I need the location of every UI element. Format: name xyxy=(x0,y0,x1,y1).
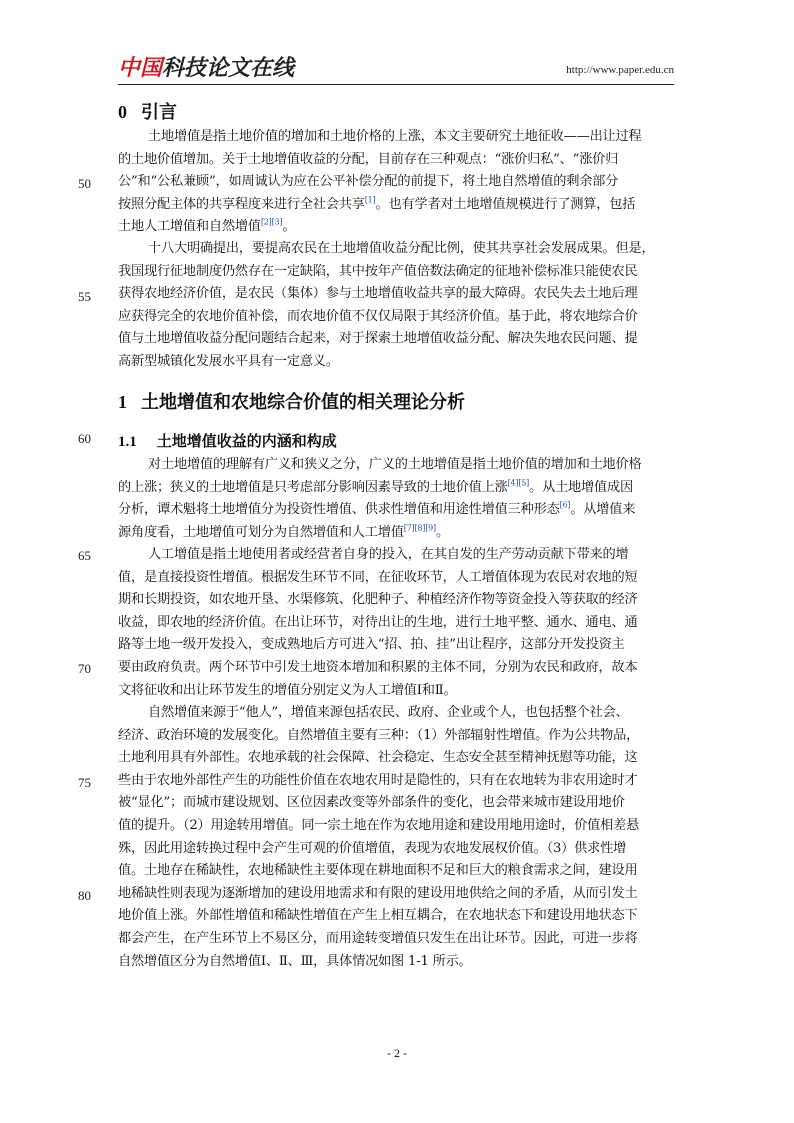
text-line: 路等土地一级开发投入，变成熟地后方可进入“招、拍、挂”出让程序，这部分开发投资主 xyxy=(118,637,625,653)
logo-red-text: 中国 xyxy=(118,56,163,81)
text-line: 期和长期投资，如农地开垦、水渠修筑、化肥种子、种植经济作物等资金投入等获取的经济 xyxy=(118,592,638,608)
citation-link[interactable]: [6] xyxy=(559,500,571,510)
header-rule xyxy=(118,84,674,85)
text-fragment: 的上涨；狭义的土地增值是只考虑部分影响因素导致的土地价值上涨 xyxy=(118,479,508,495)
section-heading-intro xyxy=(118,98,177,124)
line-number: 50 xyxy=(78,176,91,191)
text-line: 的土地价值增加。关于土地增值收益的分配，目前存在三种观点：“涨价归私”、“涨价归 xyxy=(118,151,619,167)
text-line: 对土地增值的理解有广义和狭义之分，广义的土地增值是指土地价值的增加和土地价格 xyxy=(148,457,642,472)
text-line: 自然增值区分为自然增值Ⅰ、Ⅱ、Ⅲ，具体情况如图 1-1 所示。 xyxy=(118,953,472,969)
paragraph xyxy=(118,702,674,973)
paragraph xyxy=(118,454,674,544)
text-line: 文将征收和出让环节发生的增值分别定义为人工增值Ⅰ和Ⅱ。 xyxy=(118,682,457,698)
text-line: 土地利用具有外部性。农地承载的社会保障、社会稳定、生态安全甚至精神抚慰等功能，这 xyxy=(118,750,638,766)
section-number: 1 xyxy=(118,392,127,412)
text-line: 些由于农地外部性产生的功能性价值在农地农用时是隐性的，只有在农地转为非农用途时才 xyxy=(118,772,638,788)
text-line xyxy=(118,194,674,217)
text-line xyxy=(118,216,674,239)
text-line: 我国现行征地制度仍然存在一定缺陷，其中按年产值倍数法确定的征地补偿标准只能使农民 xyxy=(118,263,638,279)
line-number: 70 xyxy=(78,661,91,676)
citation-link[interactable]: [4][5] xyxy=(507,478,530,488)
journal-logo xyxy=(118,56,294,82)
text-line: 被“显化”；而城市建设规划、区位因素改变等外部条件的变化，也会带来城市建设用地价 xyxy=(118,795,625,811)
text-line: 应获得完全的农地价值补偿，而农地价值不仅仅局限于其经济价值。基于此，将农地综合价 xyxy=(118,308,638,324)
line-number: 65 xyxy=(78,548,91,563)
line-number: 75 xyxy=(78,775,91,790)
text-line: 土地增值是指土地价值的增加和土地价格的上涨，本文主要研究土地征收——出让过程 xyxy=(148,129,642,144)
text-line: 高新型城镇化发展水平具有一定意义。 xyxy=(118,353,339,369)
citation-link[interactable]: [7][8][9] xyxy=(403,523,436,533)
text-fragment: 土地人工增值和自然增值 xyxy=(118,219,261,235)
text-line: 值与土地增值收益分配问题结合起来，对于探索土地增值收益分配、解决失地农民问题、提 xyxy=(118,331,638,347)
text-fragment: 。从增值来 xyxy=(570,502,636,518)
subsection-heading-1-1 xyxy=(118,430,337,451)
text-line: 地价值上涨。外部性增值和稀缺性增值在产生上相互耦合，在农地状态下和建设用地状态下 xyxy=(118,908,638,924)
paragraph xyxy=(118,544,674,702)
text-fragment: 源角度看，土地增值可划分为自然增值和人工增值 xyxy=(118,524,404,540)
subsection-number: 1.1 xyxy=(118,434,137,450)
text-line xyxy=(118,477,674,500)
text-fragment: 。 xyxy=(435,524,449,540)
text-line: 要由政府负责。两个环节中引发土地资本增加和积累的主体不同，分别为农民和政府，故本 xyxy=(118,659,638,675)
text-line: 值，是直接投资性增值。根据发生环节不同，在征收环节，人工增值体现为农民对农地的短 xyxy=(118,569,638,585)
text-line: 都会产生，在产生环节上不易区分，而用途转变增值只发生在出让环节。因此，可进一步将 xyxy=(118,930,638,946)
text-fragment: 。也有学者对土地增值规模进行了测算，包括 xyxy=(375,196,636,212)
text-fragment: 。从土地增值成因 xyxy=(529,479,633,495)
paragraph xyxy=(118,238,674,374)
text-line: 收益，即农地的经济价值。在出让环节，对待出让的生地，进行土地平整、通水、通电、通 xyxy=(118,614,638,630)
text-line: 公”和“公私兼顾”，如周诚认为应在公平补偿分配的前提下，将土地自然增值的剩余部分 xyxy=(118,174,619,190)
section-number: 0 xyxy=(118,102,127,122)
citation-link[interactable]: [1] xyxy=(364,195,376,205)
site-url[interactable]: http://www.paper.edu.cn xyxy=(566,64,674,76)
line-number: 60 xyxy=(78,431,91,446)
text-line: 经济、政治环境的发展变化。自然增值主要有三种：（1）外部辐射性增值。作为公共物品， xyxy=(118,727,640,743)
line-number: 55 xyxy=(78,289,91,304)
text-line: 自然增值来源于“他人”，增值来源包括农民、政府、企业或个人，也包括整个社会、 xyxy=(148,705,629,720)
section-title: 土地增值和农地综合价值的相关理论分析 xyxy=(141,392,465,413)
paragraph xyxy=(118,126,674,239)
text-line: 获得农地经济价值，是农民（集体）参与土地增值收益共享的最大障碍。农民失去土地后理 xyxy=(118,286,638,302)
page-number: - 2 - xyxy=(387,1046,407,1060)
text-line: 地稀缺性则表现为逐渐增加的建设用地需求和有限的建设用地供给之间的矛盾，从而引发土 xyxy=(118,885,638,901)
logo-black-text: 科技论文在线 xyxy=(162,56,295,81)
text-line xyxy=(118,499,674,522)
text-line: 十八大明确提出，要提高农民在土地增值收益分配比例，使其共享社会发展成果。但是， xyxy=(148,241,655,256)
page-header xyxy=(118,56,674,82)
text-line xyxy=(118,522,674,545)
text-fragment: 按照分配主体的共享程度来进行全社会共享 xyxy=(118,196,365,212)
text-line: 值。土地存在稀缺性，农地稀缺性主要体现在耕地面积不足和巨大的粮食需求之间，建设用 xyxy=(118,863,638,879)
section-heading-1 xyxy=(118,388,465,414)
text-line: 人工增值是指土地使用者或经营者自身的投入，在其自发的生产劳动贡献下带来的增 xyxy=(148,547,629,562)
line-number: 80 xyxy=(78,888,91,903)
text-line: 值的提升。（2）用途转用增值。同一宗土地在作为农地用途和建设用地用途时，价值相差悬 xyxy=(118,817,640,833)
text-fragment: 。 xyxy=(282,219,296,235)
text-fragment: 分析，谭术魁将土地增值分为投资性增值、供求性增值和用途性增值三种形态 xyxy=(118,502,560,518)
section-title: 引言 xyxy=(141,102,177,123)
subsection-title: 土地增值收益的内涵和构成 xyxy=(156,432,337,450)
text-line: 殊，因此用途转换过程中会产生可观的价值增值，表现为农地发展权价值。（3）供求性增 xyxy=(118,840,627,856)
citation-link[interactable]: [2][3] xyxy=(260,217,283,227)
